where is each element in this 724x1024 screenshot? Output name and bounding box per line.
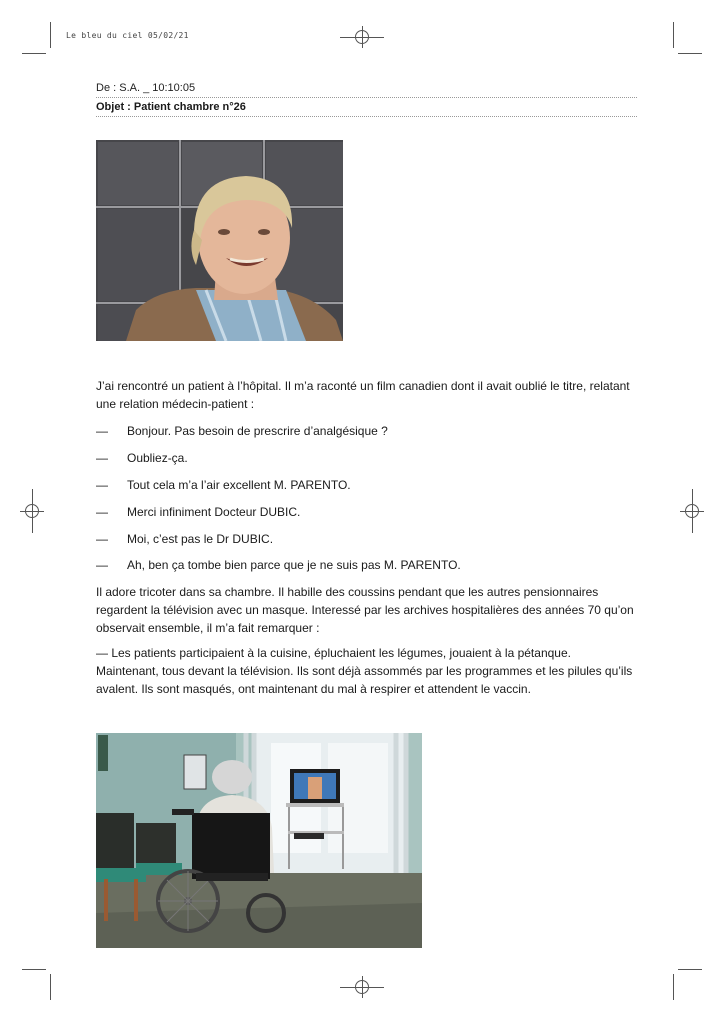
dialogue-text: Moi, c’est pas le Dr DUBIC. [127,532,274,546]
dialogue-dash: — [96,532,108,546]
wheelchair-tv-photo [96,733,422,948]
dialogue-text: Ah, ben ça tombe bien parce que je ne suis pas M. PARENTO. [127,558,461,572]
email-from: De : S.A. _ 10:10:05 [96,82,637,98]
quote-paragraph: — Les patients participaient à la cuisine, épluchaient les légumes, jouaient à la pétanque. Maintenant, tous devant la télévision. Ils sont déjà assommés par les programmes et les pilules qu’ils avalent. Ils sont masqués, ont maintenant du mal à respirer et attendent le vaccin. [96,646,633,696]
dialogue-dash: — [96,505,108,519]
crop-mark [678,969,702,970]
dialogue-text: Merci infiniment Docteur DUBIC. [127,505,301,519]
email-header [96,82,637,117]
email-subject: Objet : Patient chambre n°26 [96,98,637,117]
dialogue-text: Bonjour. Pas besoin de prescrire d’analgésique ? [127,424,388,438]
crop-mark [50,22,51,48]
dialogue-text: Oubliez-ça. [127,451,188,465]
print-slug: Le bleu du ciel 05/02/21 [66,31,189,40]
intro-paragraph: J’ai rencontré un patient à l’hôpital. Il m’a raconté un film canadien dont il avait oublié le titre, relatant une relation médecin-patient : [96,379,630,411]
dialogue-dash: — [96,451,108,465]
dialogue-dash: — [96,558,108,572]
crop-mark [673,22,674,48]
crop-mark [22,969,46,970]
body-paragraph: Il adore tricoter dans sa chambre. Il habille des coussins pendant que les autres pensionnaires regardent la télévision avec un masque. Interessé par les archives hospitalières des années 70 qu’on observait ensemble, il m’a fait remarquer : [96,585,634,635]
patient-portrait-photo [96,140,343,341]
crop-mark [678,53,702,54]
dialogue-dash: — [96,478,108,492]
crop-mark [50,974,51,1000]
crop-mark [673,974,674,1000]
dialogue-text: Tout cela m’a l’air excellent M. PARENTO. [127,478,351,492]
crop-mark [22,53,46,54]
dialogue-dash: — [96,424,108,438]
